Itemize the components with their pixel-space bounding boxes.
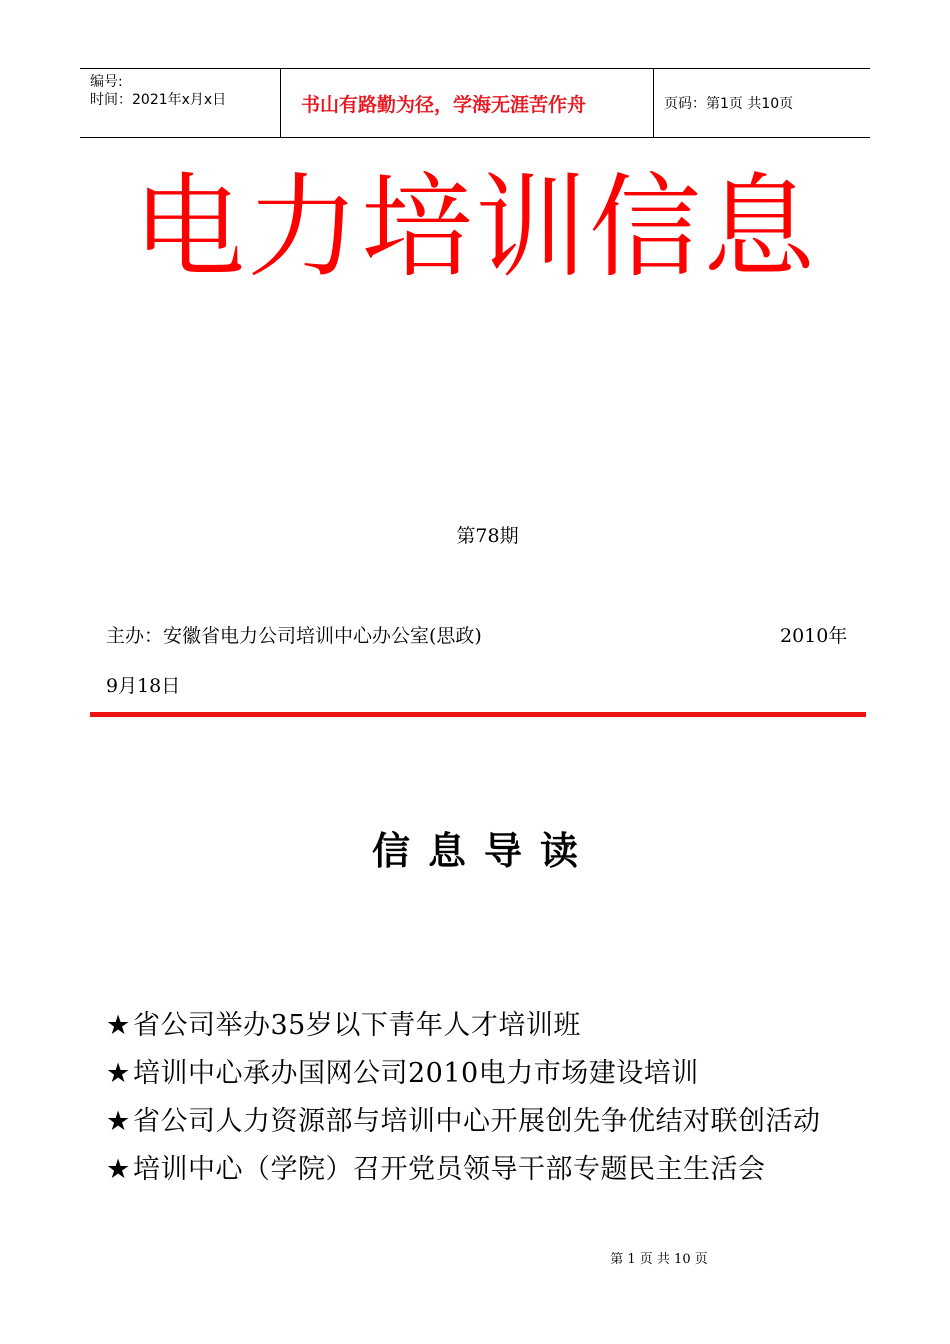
star-icon: ★ [106,1106,131,1137]
newsletter-title: 电力培训信息 [133,163,817,293]
news-item-text: 省公司人力资源部与培训中心开展创先争优结对联创活动 [133,1106,821,1137]
news-item-text: 省公司举办35岁以下青年人才培训班 [133,1010,581,1041]
header-meta [80,69,281,137]
header-time-label: 时间：2021年x月x日 [90,92,227,108]
news-list [106,1002,821,1194]
list-item [106,1050,821,1098]
page-footer: 第 1 页 共 10 页 [610,1252,708,1267]
red-divider [90,712,866,717]
list-item [106,1002,821,1050]
news-item-text: 培训中心（学院）召开党员领导干部专题民主生活会 [133,1154,766,1185]
sponsor-line: 主办：安徽省电力公司培训中心办公室(思政) [106,625,482,647]
document-header [80,68,870,138]
list-item [106,1098,821,1146]
star-icon: ★ [106,1058,131,1089]
star-icon: ★ [106,1010,131,1041]
date-month-day: 9月18日 [106,675,181,697]
date-year: 2010年 [780,625,848,647]
guide-title: 信息导读 [371,829,596,873]
news-item-text: 培训中心承办国网公司2010电力市场建设培训 [133,1058,699,1089]
star-icon: ★ [106,1154,131,1185]
issue-number: 第78期 [456,525,519,547]
header-motto: 书山有路勤为径，学海无涯苦作舟 [281,69,654,137]
header-number-label: 编号: [90,74,123,90]
header-page-code: 页码：第1页 共10页 [664,96,794,112]
list-item [106,1146,821,1194]
